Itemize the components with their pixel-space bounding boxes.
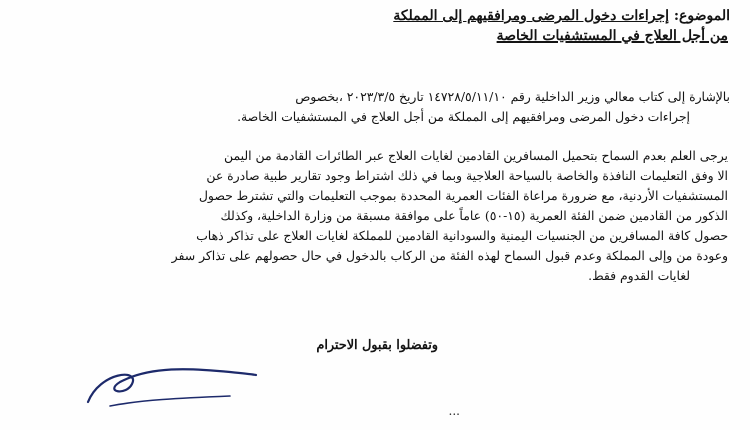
paragraph-line: الا وفق التعليمات النافذة والخاصة بالسياحة العلاجية وبما في ذلك اشتراط وجود تقارير طبية صادرة عن — [206, 168, 728, 183]
paragraph-line: الذكور من القادمين ضمن الفئة العمرية (١٥-٥٠) عاماً على موافقة مسبقة من وزارة الداخلية، وكذلك — [220, 208, 728, 223]
signature-scribble — [80, 362, 260, 422]
subject-line-2 — [497, 26, 728, 46]
intro-line: بالإشارة إلى كتاب معالي وزير الداخلية رقم ١٤٧٢٨/٥/١١/١٠ تاريخ ٢٠٢٣/٣/٥ ،بخصوص — [295, 89, 730, 104]
subject-title-continued: من أجل العلاج في المستشفيات الخاصة — [496, 28, 728, 44]
subject-title: إجراءات دخول المرضى ومرافقيهم إلى المملكة — [393, 8, 669, 24]
paragraph-line: لغايات القدوم فقط. — [588, 268, 690, 283]
subject-label: الموضوع: — [673, 8, 730, 24]
signature-text: ... — [448, 404, 460, 418]
subject-line-1 — [393, 6, 730, 26]
paragraph-line: يرجى العلم بعدم السماح بتحميل المسافرين القادمين لغايات العلاج عبر الطائرات القادمة من اليمن — [224, 148, 728, 163]
intro-line: إجراءات دخول المرضى ومرافقيهم إلى المملكة من أجل العلاج في المستشفيات الخاصة. — [237, 109, 690, 124]
paragraph-line: المستشفيات الأردنية، مع ضرورة مراعاة الفئات العمرية المحددة بموجب التعليمات والتي تشترط حصول — [198, 188, 728, 203]
closing-salutation: وتفضلوا بقبول الاحترام — [316, 338, 438, 353]
paragraph-line: حصول كافة المسافرين من الجنسيات اليمنية والسودانية القادمين للمملكة لغايات العلاج على تذاكر ذهاب — [196, 228, 728, 243]
paragraph-line: وعودة من وإلى المملكة وعدم قبول السماح لهذه الفئة من الركاب بالدخول في حال حصولهم على تذاكر سفر — [171, 248, 728, 263]
